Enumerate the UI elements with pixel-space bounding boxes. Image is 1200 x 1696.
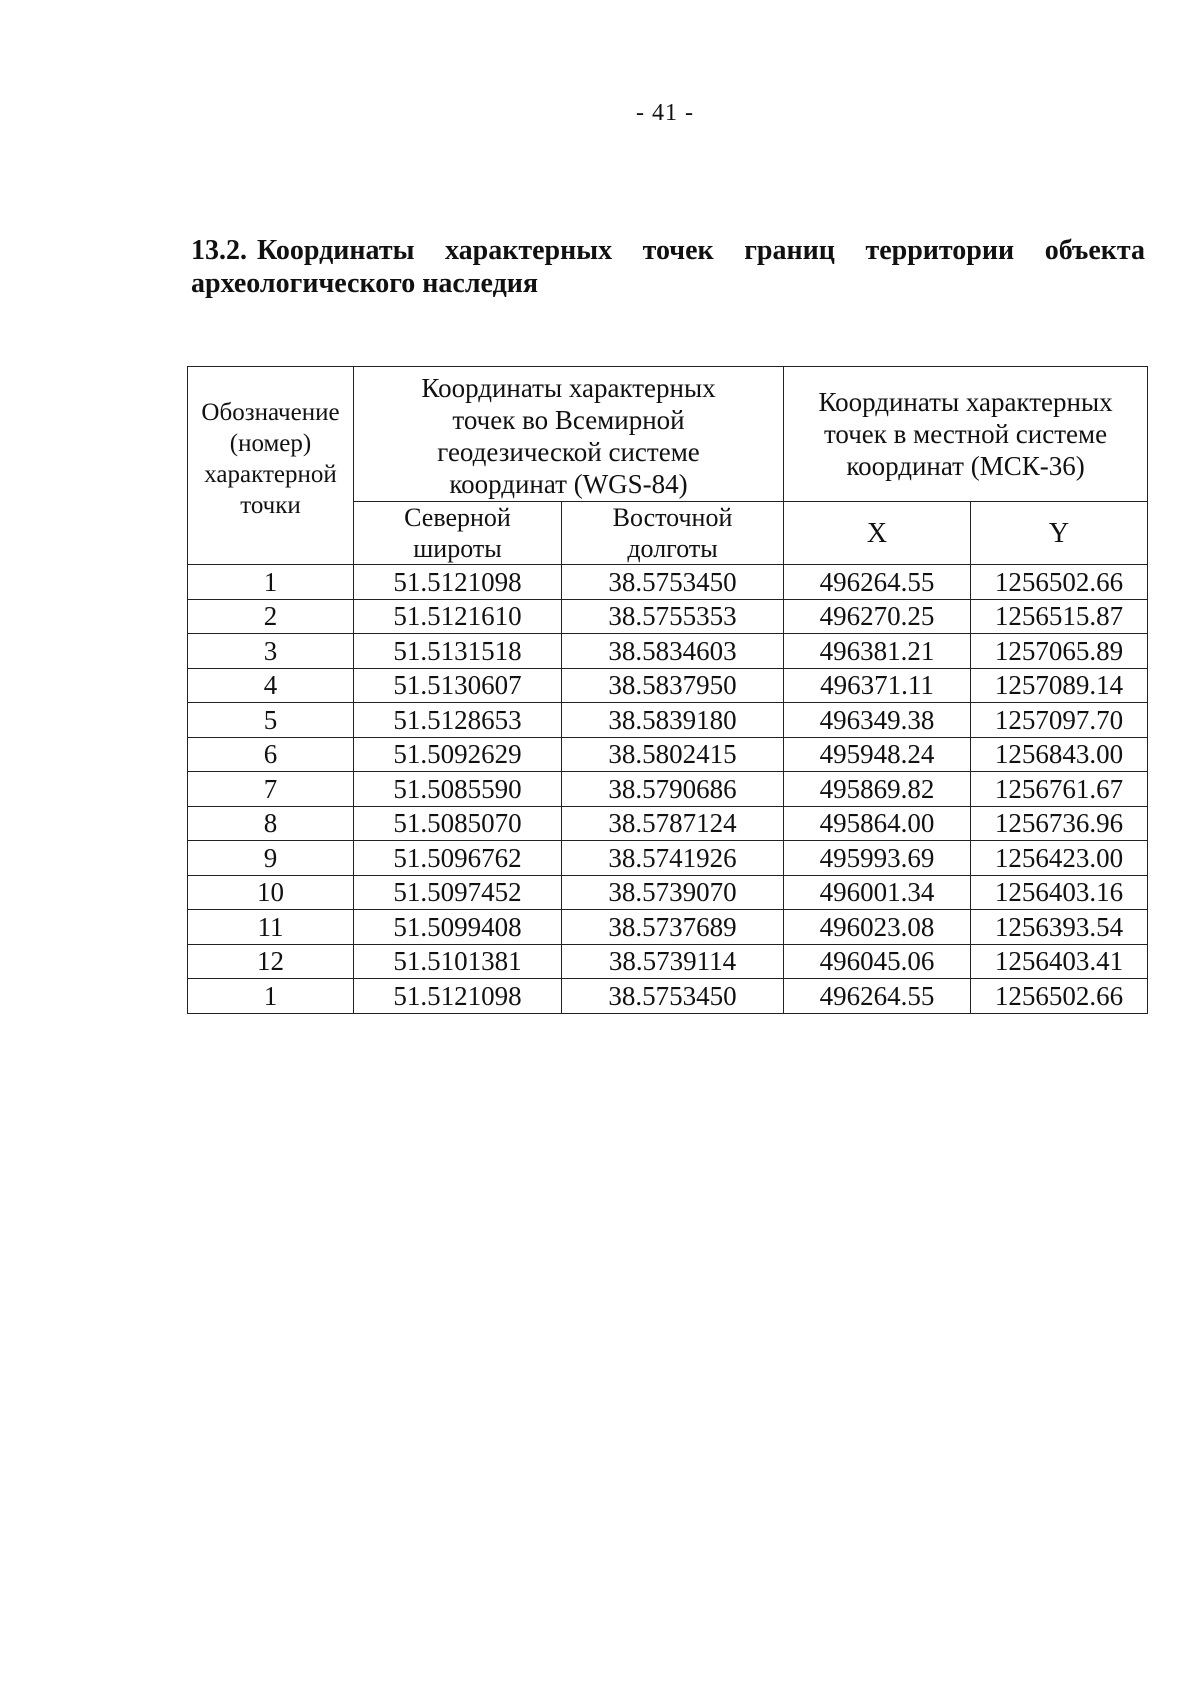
cell-y: 1256403.16 bbox=[971, 875, 1148, 910]
cell-longitude: 38.5839180 bbox=[562, 703, 784, 738]
cell-y: 1256843.00 bbox=[971, 737, 1148, 772]
cell-y: 1256761.67 bbox=[971, 772, 1148, 807]
cell-point: 12 bbox=[188, 944, 354, 979]
cell-point: 11 bbox=[188, 910, 354, 945]
cell-x: 496349.38 bbox=[784, 703, 971, 738]
section-number: 13.2. bbox=[191, 235, 247, 266]
table-row bbox=[188, 910, 1148, 945]
table-row bbox=[188, 841, 1148, 876]
table-row bbox=[188, 979, 1148, 1014]
table-header bbox=[188, 367, 1148, 565]
header-line: (номер) bbox=[229, 430, 312, 457]
cell-y: 1257089.14 bbox=[971, 668, 1148, 703]
cell-x: 495864.00 bbox=[784, 806, 971, 841]
header-x: X bbox=[784, 502, 971, 565]
cell-y: 1257097.70 bbox=[971, 703, 1148, 738]
cell-y: 1256502.66 bbox=[971, 565, 1148, 600]
header-line: Координаты характерных bbox=[818, 387, 1113, 417]
table-body bbox=[188, 565, 1148, 1014]
cell-x: 495948.24 bbox=[784, 737, 971, 772]
header-longitude bbox=[562, 502, 784, 565]
cell-x: 496264.55 bbox=[784, 565, 971, 600]
cell-point: 3 bbox=[188, 634, 354, 669]
cell-y: 1256393.54 bbox=[971, 910, 1148, 945]
cell-latitude: 51.5130607 bbox=[354, 668, 562, 703]
table-row bbox=[188, 668, 1148, 703]
cell-point: 4 bbox=[188, 668, 354, 703]
header-latitude bbox=[354, 502, 562, 565]
cell-longitude: 38.5739114 bbox=[562, 944, 784, 979]
cell-longitude: 38.5802415 bbox=[562, 737, 784, 772]
cell-x: 496381.21 bbox=[784, 634, 971, 669]
cell-longitude: 38.5755353 bbox=[562, 599, 784, 634]
cell-latitude: 51.5101381 bbox=[354, 944, 562, 979]
cell-latitude: 51.5085070 bbox=[354, 806, 562, 841]
header-wgs84-group bbox=[354, 367, 784, 502]
coordinates-table bbox=[187, 366, 1148, 1014]
header-line: широты bbox=[413, 534, 502, 563]
cell-point: 8 bbox=[188, 806, 354, 841]
cell-point: 1 bbox=[188, 565, 354, 600]
cell-latitude: 51.5121098 bbox=[354, 565, 562, 600]
cell-point: 10 bbox=[188, 875, 354, 910]
table-row bbox=[188, 737, 1148, 772]
cell-point: 7 bbox=[188, 772, 354, 807]
header-line: долготы bbox=[627, 534, 718, 563]
cell-latitude: 51.5092629 bbox=[354, 737, 562, 772]
cell-longitude: 38.5753450 bbox=[562, 979, 784, 1014]
section-heading bbox=[191, 234, 1145, 300]
header-line: точек в местной системе bbox=[823, 419, 1108, 449]
cell-longitude: 38.5753450 bbox=[562, 565, 784, 600]
cell-longitude: 38.5741926 bbox=[562, 841, 784, 876]
cell-point: 9 bbox=[188, 841, 354, 876]
section-title: Координаты характерных точек границ территории объекта археологического наследия bbox=[191, 235, 1145, 299]
table-row bbox=[188, 875, 1148, 910]
cell-longitude: 38.5739070 bbox=[562, 875, 784, 910]
cell-latitude: 51.5097452 bbox=[354, 875, 562, 910]
cell-point: 5 bbox=[188, 703, 354, 738]
page-number: - 41 - bbox=[636, 100, 694, 126]
cell-latitude: 51.5085590 bbox=[354, 772, 562, 807]
table-row bbox=[188, 634, 1148, 669]
cell-y: 1256515.87 bbox=[971, 599, 1148, 634]
cell-longitude: 38.5790686 bbox=[562, 772, 784, 807]
cell-x: 496001.34 bbox=[784, 875, 971, 910]
cell-y: 1256423.00 bbox=[971, 841, 1148, 876]
cell-longitude: 38.5737689 bbox=[562, 910, 784, 945]
table-row bbox=[188, 703, 1148, 738]
cell-x: 496371.11 bbox=[784, 668, 971, 703]
cell-latitude: 51.5131518 bbox=[354, 634, 562, 669]
cell-latitude: 51.5121098 bbox=[354, 979, 562, 1014]
cell-latitude: 51.5096762 bbox=[354, 841, 562, 876]
cell-x: 495993.69 bbox=[784, 841, 971, 876]
cell-x: 496264.55 bbox=[784, 979, 971, 1014]
cell-x: 495869.82 bbox=[784, 772, 971, 807]
header-line: Восточной bbox=[612, 503, 733, 532]
cell-point: 6 bbox=[188, 737, 354, 772]
cell-point: 2 bbox=[188, 599, 354, 634]
header-line: Координаты характерных bbox=[421, 373, 716, 403]
cell-y: 1256736.96 bbox=[971, 806, 1148, 841]
cell-y: 1257065.89 bbox=[971, 634, 1148, 669]
header-line: Обозначение bbox=[201, 399, 340, 426]
cell-longitude: 38.5834603 bbox=[562, 634, 784, 669]
cell-y: 1256403.41 bbox=[971, 944, 1148, 979]
cell-longitude: 38.5787124 bbox=[562, 806, 784, 841]
cell-y: 1256502.66 bbox=[971, 979, 1148, 1014]
header-point-designation bbox=[188, 367, 354, 565]
table-row bbox=[188, 944, 1148, 979]
table-row bbox=[188, 565, 1148, 600]
cell-x: 496023.08 bbox=[784, 910, 971, 945]
header-line: геодезической системе bbox=[437, 437, 700, 467]
cell-longitude: 38.5837950 bbox=[562, 668, 784, 703]
cell-x: 496270.25 bbox=[784, 599, 971, 634]
table-row bbox=[188, 772, 1148, 807]
header-msk36-group bbox=[784, 367, 1148, 502]
cell-point: 1 bbox=[188, 979, 354, 1014]
cell-latitude: 51.5121610 bbox=[354, 599, 562, 634]
header-line: точки bbox=[240, 492, 301, 519]
header-line: координат (МСК-36) bbox=[846, 451, 1085, 481]
table-row bbox=[188, 599, 1148, 634]
header-line: Северной bbox=[404, 503, 511, 532]
cell-latitude: 51.5099408 bbox=[354, 910, 562, 945]
cell-latitude: 51.5128653 bbox=[354, 703, 562, 738]
header-line: координат (WGS-84) bbox=[449, 469, 688, 499]
header-line: характерной bbox=[204, 461, 337, 488]
table-row bbox=[188, 806, 1148, 841]
cell-x: 496045.06 bbox=[784, 944, 971, 979]
header-line: точек во Всемирной bbox=[452, 405, 685, 435]
header-y: Y bbox=[971, 502, 1148, 565]
